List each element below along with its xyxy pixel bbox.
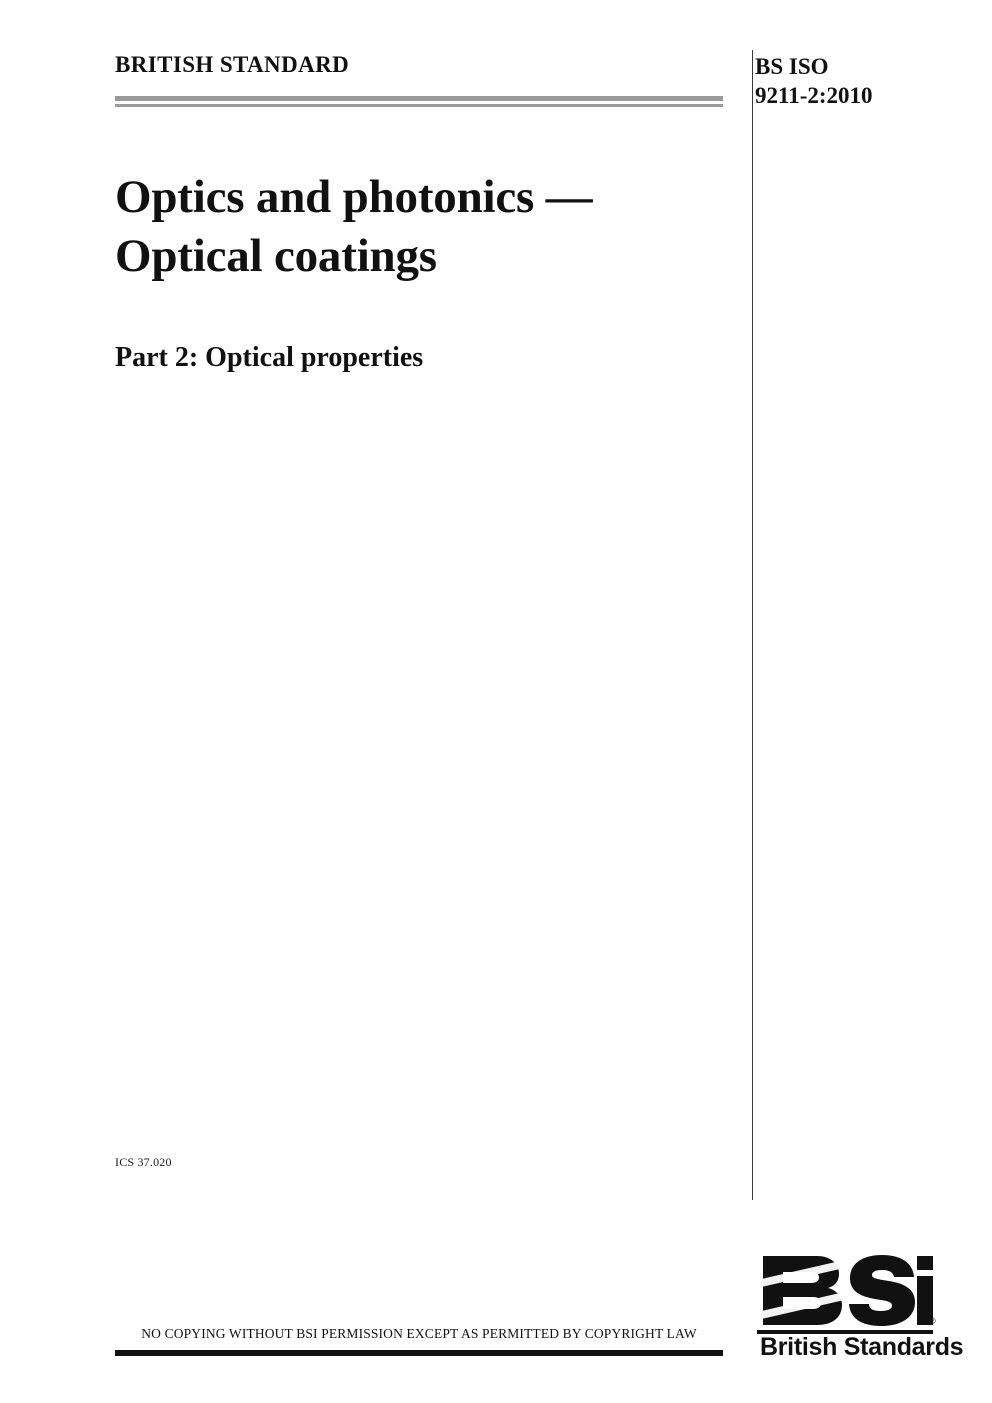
british-standard-label: BRITISH STANDARD [115,52,350,77]
header-grey-rules [115,96,723,107]
page-title [115,168,735,286]
standard-number-line-1: BS ISO [755,54,829,79]
footer-rule [115,1350,723,1356]
registered-trademark-icon: ® [929,1316,936,1326]
page-subtitle: Part 2: Optical properties [115,341,424,373]
page-title-line-1: Optics and photonics — [115,171,593,223]
bsi-tagline: British Standards [760,1333,964,1361]
page-title-line-2: Optical coatings [115,229,437,282]
standard-number [737,52,935,111]
header-rule-thick [115,96,723,101]
standard-number-line-2: 9211-2:2010 [755,83,873,109]
title-block [115,168,735,376]
header-rule-thin [115,104,723,107]
ics-classification: ICS 37.020 [115,1155,172,1169]
copyright-notice: NO COPYING WITHOUT BSI PERMISSION EXCEPT AS PERMITTED BY COPYRIGHT LAW [141,1326,697,1341]
vertical-divider [752,50,753,1200]
